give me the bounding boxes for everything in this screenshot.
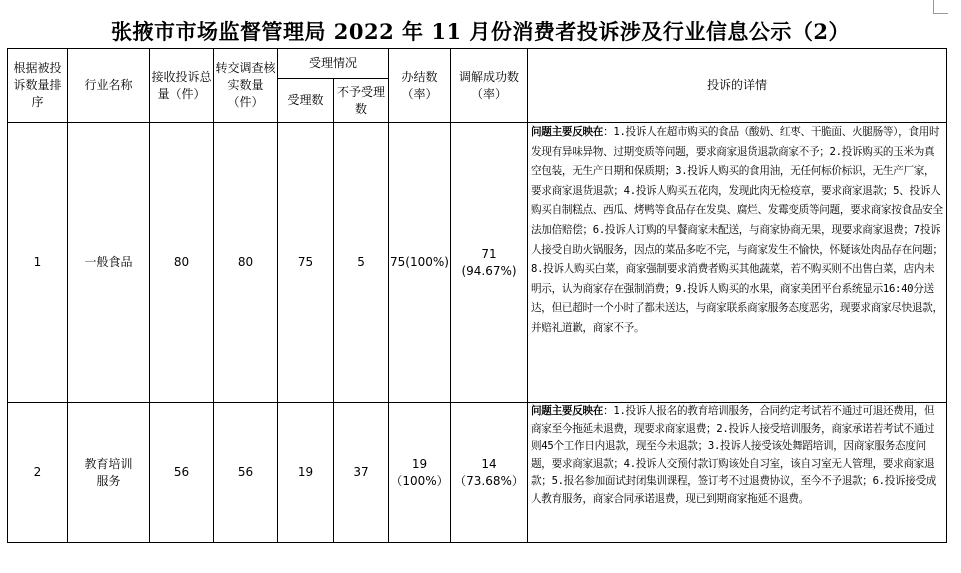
industry-label: 教育培训服务: [84, 456, 133, 488]
mediated-count: 14: [481, 456, 497, 471]
mediated-rate: (94.67%): [461, 263, 517, 278]
completed-cell: [389, 403, 451, 543]
header-acceptance: 受理情况: [278, 49, 389, 79]
not-accepted-cell: 37: [334, 403, 389, 543]
completed-count: 75(100%): [390, 255, 449, 269]
complaint-table: [7, 48, 947, 543]
industry-cell: 一般食品: [68, 123, 150, 403]
table-row: [8, 123, 947, 403]
header-completed: 办结数（率）: [389, 49, 451, 123]
header-industry: 行业名称: [68, 49, 150, 123]
header-row-1: [8, 49, 947, 79]
mediated-count: 71: [481, 246, 497, 261]
header-rank: 根据被投诉数量排序: [8, 49, 68, 123]
accepted-cell: 19: [278, 403, 334, 543]
header-accepted: 受理数: [278, 79, 334, 123]
detail-lead: 问题主要反映在: [531, 126, 604, 138]
detail-lead: 问题主要反映在: [531, 405, 604, 417]
mediated-rate: （73.68%）: [454, 473, 524, 488]
header-received: 接收投诉总量（件）: [150, 49, 214, 123]
not-accepted-cell: 5: [334, 123, 389, 403]
accepted-cell: 75: [278, 123, 334, 403]
mediated-cell: [451, 403, 528, 543]
header-mediated: 调解成功数（率）: [451, 49, 528, 123]
rank-cell: 1: [8, 123, 68, 403]
received-cell: 80: [150, 123, 214, 403]
completed-cell: [389, 123, 451, 403]
header-details: 投诉的详情: [528, 49, 947, 123]
completed-count: 19: [411, 456, 428, 471]
received-cell: 56: [150, 403, 214, 543]
detail-text: ：1.投诉人报名的教育培训服务，合同约定考试若不通过可退还费用，但商家至今拖延未退费，现要求商家退费；2.投诉人接受培训服务，商家承诺若考试不通过则45个工作日内退款，现至今未退款；3.投诉人接受该处舞蹈培训，因商家服务态度问题，要求商家退款；4.投诉人交预付款订购该处自习室，该自习室无人管理，要求商家退款；5.报名参加面试封闭集训课程，签订考不过退费协议，至今不予退款；6.投诉接受成人教育服务，商家合同承诺退费，现已到期商家拖延不退费。: [531, 405, 937, 505]
industry-cell: [68, 403, 150, 543]
mediated-cell: [451, 123, 528, 403]
transferred-cell: 80: [214, 123, 278, 403]
details-cell: [528, 123, 947, 403]
rank-cell: 2: [8, 403, 68, 543]
completed-rate: （100%）: [390, 473, 449, 488]
page-title: 张掖市市场监督管理局 2022 年 11 月份消费者投诉涉及行业信息公示（2）: [110, 19, 851, 44]
header-transferred: 转交调查核实数量（件）: [214, 49, 278, 123]
page-corner-mark: [933, 0, 948, 14]
details-cell: [528, 403, 947, 543]
header-not-accepted: 不予受理数: [334, 79, 389, 123]
detail-text: ：1.投诉人在超市购买的食品（酸奶、红枣、干脆面、火腿肠等），食用时发现有异味异物、过期变质等问题，要求商家退货退款商家不予；2.投诉购买的玉米为真空包装，无生产日期和保质期；3.投诉人购买的食用油，无任何标价标识，无生产厂家，要求商家退货退款；4.投诉人购买五花肉，发现此肉无检疫章，要求商家退款；5、投诉人购买自制糕点、西瓜、烤鸭等食品存在发臭、腐烂、发霉变质等问题，要求商家按食品安全法加倍赔偿；6.投诉人订购的早餐商家未配送，与商家协商无果，现要求商家退费；7投诉人接受自助火锅服务，因点的菜品多吃不完，与商家发生不愉快，怀疑该处肉品存在问题；8.投诉人购买白菜，商家强制要求消费者购买其他蔬菜，若不购买则不出售白菜，店内未明示，认为商家存在强制消费；9.投诉人购买的水果，商家美团平台系统显示16:40分送达，但已超时一个小时了都未送达，与商家联系商家服务态度恶劣，现要求商家尽快退款，并赔礼道歉，商家不予。: [531, 126, 943, 334]
transferred-cell: 56: [214, 403, 278, 543]
table-row: [8, 403, 947, 543]
